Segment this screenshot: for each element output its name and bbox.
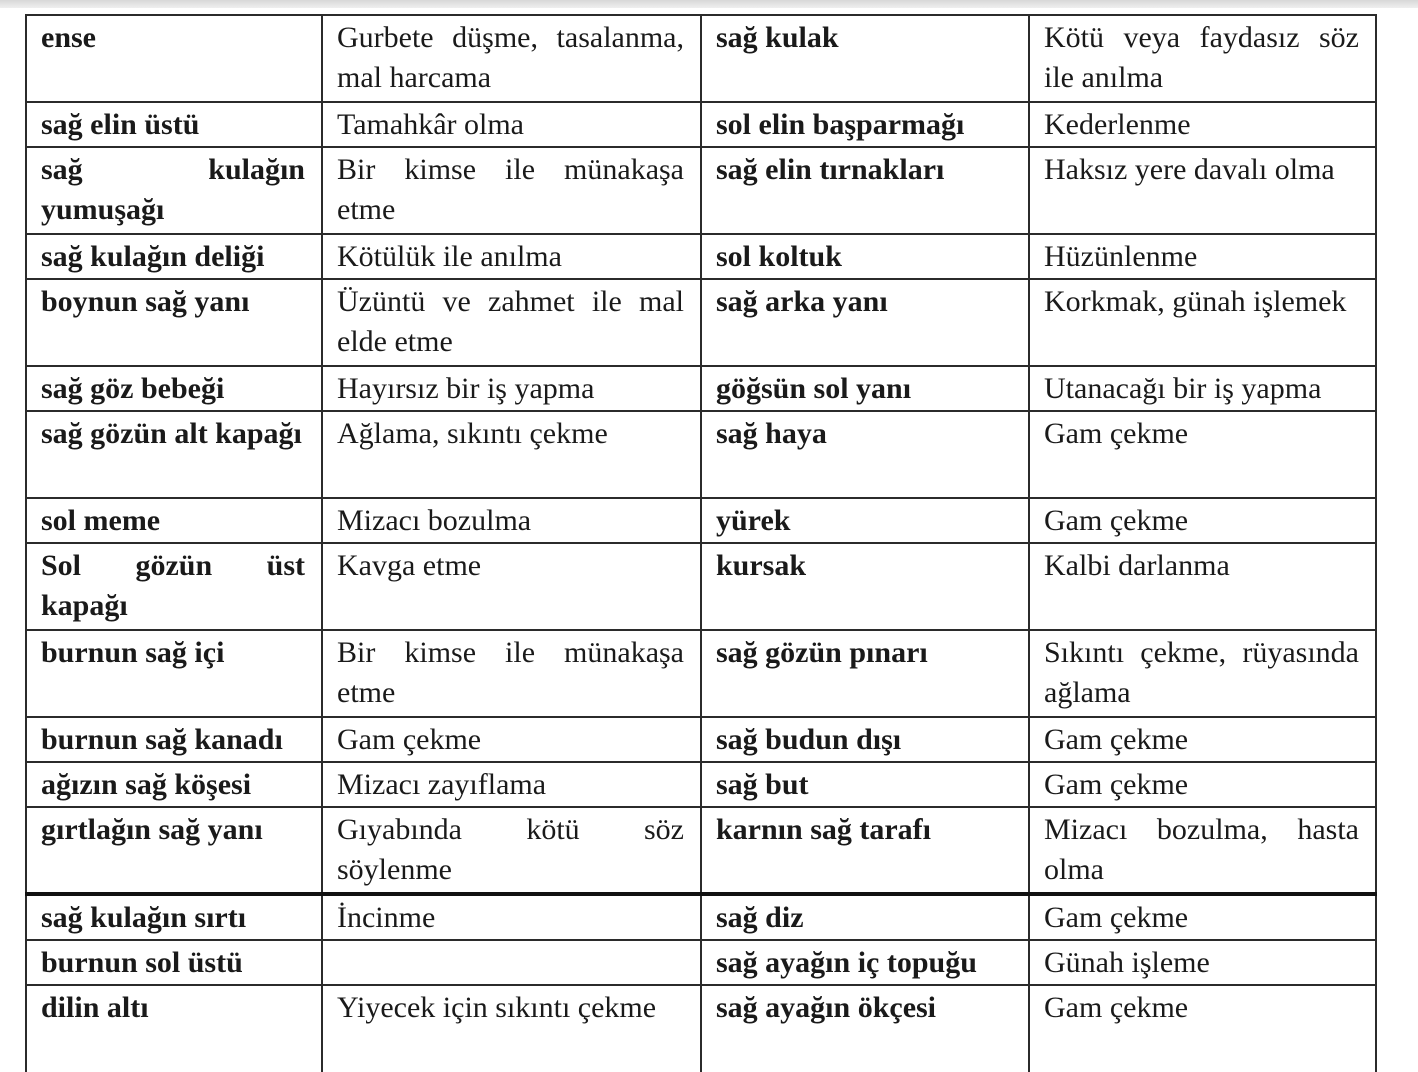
viewer-top-edge bbox=[0, 0, 1418, 8]
meaning-cell: Haksız yere davalı olma bbox=[1029, 147, 1376, 234]
meaning-cell: Günah işleme bbox=[1029, 940, 1376, 985]
meaning-cell: Kötü veya faydasız söz ile anılma bbox=[1029, 15, 1376, 102]
body-part-cell: sağ ayağın iç topuğu bbox=[701, 940, 1029, 985]
table-row bbox=[26, 279, 1376, 366]
body-part-cell: dilin altı bbox=[26, 985, 322, 1072]
table-row bbox=[26, 102, 1376, 147]
table-row bbox=[26, 15, 1376, 102]
body-part-cell: sağ elin üstü bbox=[26, 102, 322, 147]
body-part-cell: sağ elin tırnakları bbox=[701, 147, 1029, 234]
body-part-cell: sağ haya bbox=[701, 411, 1029, 498]
table-row bbox=[26, 366, 1376, 411]
body-part-cell: burnun sağ kanadı bbox=[26, 717, 322, 762]
body-part-cell: sol koltuk bbox=[701, 234, 1029, 279]
meaning-cell: Mizacı bozulma bbox=[322, 498, 701, 543]
body-part-cell: sağ ayağın ökçesi bbox=[701, 985, 1029, 1072]
meaning-cell: Yiyecek için sıkıntı çekme bbox=[322, 985, 701, 1072]
table-row bbox=[26, 762, 1376, 807]
body-part-cell: sağ but bbox=[701, 762, 1029, 807]
meaning-cell: Gam çekme bbox=[1029, 985, 1376, 1072]
table-row bbox=[26, 807, 1376, 894]
body-part-cell: karnın sağ tarafı bbox=[701, 807, 1029, 894]
meaning-cell: Bir kimse ile münakaşa etme bbox=[322, 630, 701, 717]
meaning-cell: Gam çekme bbox=[322, 717, 701, 762]
body-part-cell: sağ arka yanı bbox=[701, 279, 1029, 366]
table-row bbox=[26, 147, 1376, 234]
meaning-cell: Gurbete düşme, tasalanma, mal harcama bbox=[322, 15, 701, 102]
body-part-cell: ense bbox=[26, 15, 322, 102]
meaning-cell: Üzüntü ve zahmet ile mal elde etme bbox=[322, 279, 701, 366]
meaning-cell: Gam çekme bbox=[1029, 894, 1376, 940]
body-part-cell: sağ kulağın deliği bbox=[26, 234, 322, 279]
meaning-cell: Sıkıntı çekme, rüyasında ağlama bbox=[1029, 630, 1376, 717]
table-row bbox=[26, 234, 1376, 279]
body-part-cell: ağızın sağ köşesi bbox=[26, 762, 322, 807]
meaning-cell: Korkmak, günah işlemek bbox=[1029, 279, 1376, 366]
table-row bbox=[26, 717, 1376, 762]
meaning-cell: Kederlenme bbox=[1029, 102, 1376, 147]
table-row bbox=[26, 630, 1376, 717]
meaning-cell: Utanacağı bir iş yapma bbox=[1029, 366, 1376, 411]
body-part-cell: göğsün sol yanı bbox=[701, 366, 1029, 411]
meaning-cell: Kavga etme bbox=[322, 543, 701, 630]
meaning-cell: Gam çekme bbox=[1029, 498, 1376, 543]
body-part-cell: sağ kulak bbox=[701, 15, 1029, 102]
meaning-cell: Hüzünlenme bbox=[1029, 234, 1376, 279]
meaning-cell: Gıyabında kötü söz söylenme bbox=[322, 807, 701, 894]
table-row bbox=[26, 985, 1376, 1072]
body-part-cell: Sol gözün üst kapağı bbox=[26, 543, 322, 630]
body-part-cell: burnun sol üstü bbox=[26, 940, 322, 985]
table-row bbox=[26, 498, 1376, 543]
meaning-cell bbox=[322, 940, 701, 985]
meaning-cell: Tamahkâr olma bbox=[322, 102, 701, 147]
body-part-cell: sol meme bbox=[26, 498, 322, 543]
meaning-cell: Kötülük ile anılma bbox=[322, 234, 701, 279]
body-part-cell: sağ budun dışı bbox=[701, 717, 1029, 762]
body-part-cell: sağ diz bbox=[701, 894, 1029, 940]
meaning-cell: Gam çekme bbox=[1029, 411, 1376, 498]
body-part-cell: gırtlağın sağ yanı bbox=[26, 807, 322, 894]
meaning-cell: İncinme bbox=[322, 894, 701, 940]
meaning-cell: Gam çekme bbox=[1029, 717, 1376, 762]
body-part-cell: sağ göz bebeği bbox=[26, 366, 322, 411]
meaning-cell: Bir kimse ile münakaşa etme bbox=[322, 147, 701, 234]
body-part-cell: yürek bbox=[701, 498, 1029, 543]
meaning-cell: Hayırsız bir iş yapma bbox=[322, 366, 701, 411]
meaning-cell: Mizacı zayıflama bbox=[322, 762, 701, 807]
meaning-cell: Kalbi darlanma bbox=[1029, 543, 1376, 630]
meaning-cell: Ağlama, sıkıntı çekme bbox=[322, 411, 701, 498]
body-part-omen-table bbox=[25, 14, 1377, 1072]
body-part-cell: kursak bbox=[701, 543, 1029, 630]
table-row bbox=[26, 411, 1376, 498]
table-row bbox=[26, 940, 1376, 985]
meaning-cell: Mizacı bozulma, hasta olma bbox=[1029, 807, 1376, 894]
table-row bbox=[26, 543, 1376, 630]
body-part-cell: sağ gözün alt kapağı bbox=[26, 411, 322, 498]
body-part-cell: boynun sağ yanı bbox=[26, 279, 322, 366]
body-part-cell: sağ kulağın yumuşağı bbox=[26, 147, 322, 234]
body-part-cell: sağ kulağın sırtı bbox=[26, 894, 322, 940]
body-part-cell: burnun sağ içi bbox=[26, 630, 322, 717]
body-part-cell: sol elin başparmağı bbox=[701, 102, 1029, 147]
meaning-cell: Gam çekme bbox=[1029, 762, 1376, 807]
table-row bbox=[26, 894, 1376, 940]
body-part-cell: sağ gözün pınarı bbox=[701, 630, 1029, 717]
